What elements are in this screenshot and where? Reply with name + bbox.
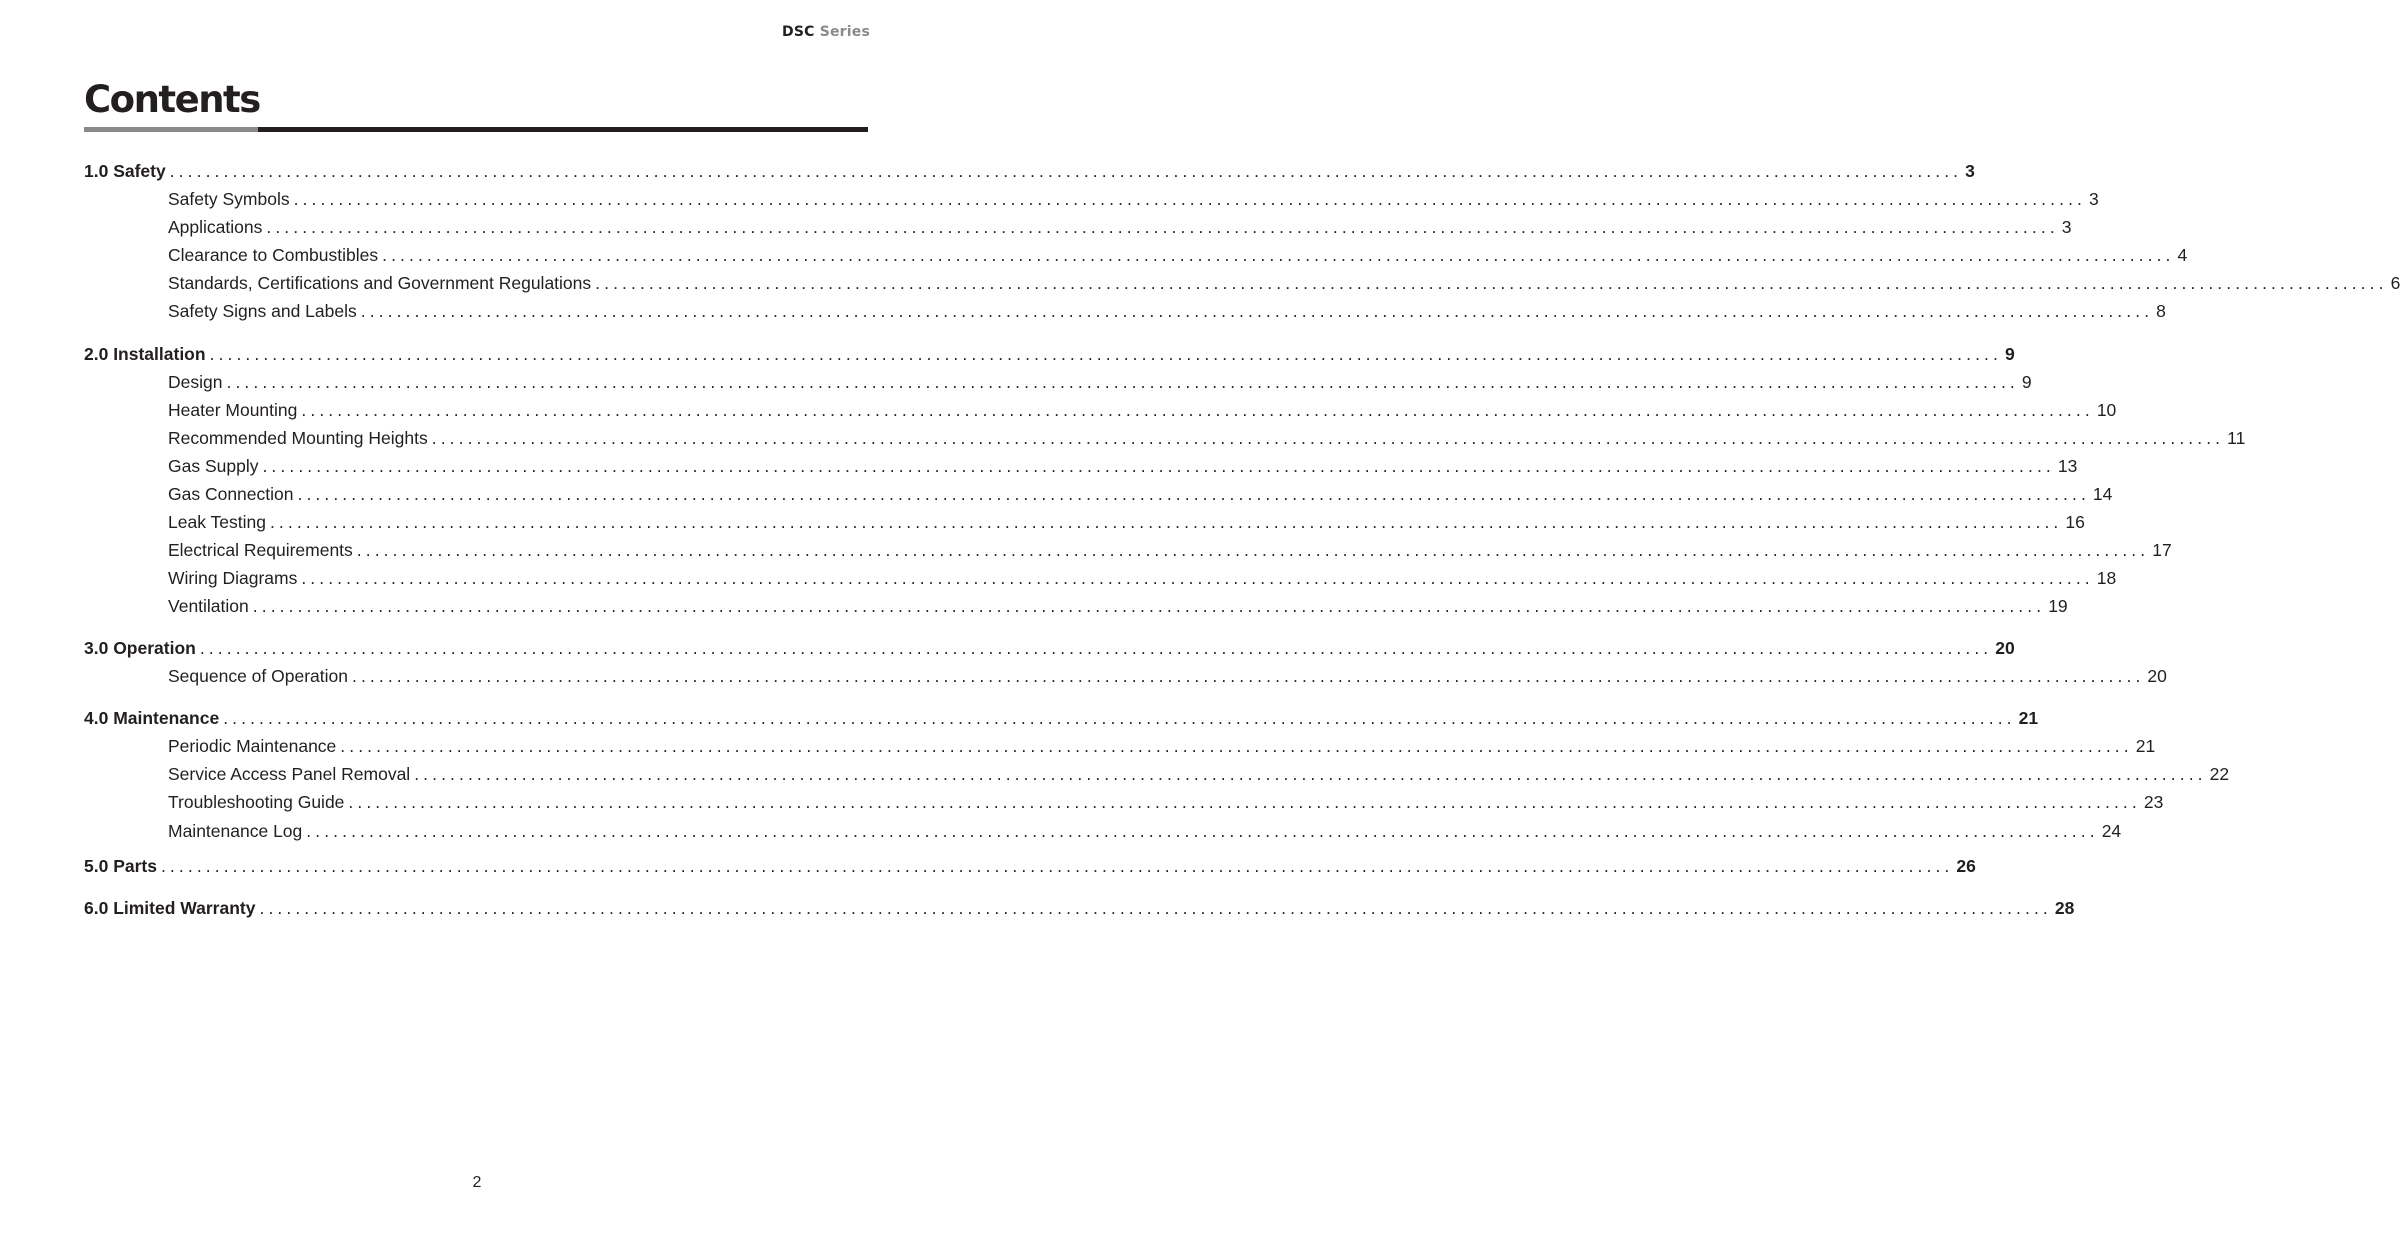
toc-entry-design[interactable]: [168, 372, 2032, 394]
toc-entry-label: Gas Connection: [168, 484, 294, 504]
toc-entry-page: 10: [2096, 400, 2117, 420]
toc-entry-page: 14: [2092, 484, 2113, 504]
series-header: [782, 24, 870, 40]
toc-dot-leader: ........................................................................................................................................................................................................: [340, 736, 2133, 756]
toc-entry-label: Design: [168, 372, 223, 392]
toc-dot-leader: ........................................................................................................................................................................................................: [382, 245, 2175, 265]
toc-entry-standards-certifications[interactable]: [168, 273, 2400, 295]
toc-entry-label: 4.0 Maintenance: [84, 708, 220, 728]
toc-dot-leader: ........................................................................................................................................................................................................: [356, 540, 2150, 560]
toc-entry-page: 6: [2390, 273, 2400, 293]
toc-entry-page: 26: [1956, 856, 1976, 876]
toc-dot-leader: ........................................................................................................................................................................................................: [352, 666, 2145, 686]
toc-dot-leader: ........................................................................................................................................................................................................: [266, 217, 2059, 237]
toc-entry-safety-symbols[interactable]: [168, 189, 2099, 211]
toc-entry-heater-mounting[interactable]: [168, 400, 2117, 422]
toc-entry-page: 11: [2227, 428, 2246, 448]
toc-entry-maintenance[interactable]: [84, 708, 2039, 730]
toc-entry-wiring-diagrams[interactable]: [168, 568, 2117, 590]
toc-dot-leader: ........................................................................................................................................................................................................: [306, 821, 2099, 841]
toc-entry-parts[interactable]: [84, 856, 1976, 878]
toc-entry-page: 23: [2143, 792, 2164, 812]
toc-entry-label: Periodic Maintenance: [168, 736, 337, 756]
series-brand: DSC: [782, 24, 815, 40]
toc-entry-page: 24: [2101, 821, 2122, 841]
toc-entry-label: Wiring Diagrams: [168, 568, 298, 588]
toc-entry-operation[interactable]: [84, 638, 2015, 660]
toc-dot-leader: ........................................................................................................................................................................................................: [262, 456, 2055, 476]
toc-entry-electrical-requirements[interactable]: [168, 540, 2172, 562]
toc-entry-applications[interactable]: [168, 217, 2072, 239]
toc-entry-label: Electrical Requirements: [168, 540, 353, 560]
toc-entry-label: Clearance to Combustibles: [168, 245, 379, 265]
toc-entry-label: 1.0 Safety: [84, 161, 166, 181]
toc-entry-recommended-mounting-heights[interactable]: [168, 428, 2246, 450]
toc-entry-leak-testing[interactable]: [168, 512, 2085, 534]
toc-entry-sequence-of-operation[interactable]: [168, 666, 2167, 688]
toc-dot-leader: ........................................................................................................................................................................................................: [414, 764, 2207, 784]
toc-entry-page: 17: [2152, 540, 2172, 560]
toc-dot-leader: ........................................................................................................................................................................................................: [199, 638, 1993, 658]
toc-dot-leader: ........................................................................................................................................................................................................: [293, 189, 2086, 209]
toc-entry-page: 8: [2156, 301, 2166, 321]
toc-dot-leader: ........................................................................................................................................................................................................: [259, 898, 2052, 918]
toc-entry-page: 18: [2096, 568, 2117, 588]
toc-dot-leader: ........................................................................................................................................................................................................: [169, 161, 1963, 181]
page-number: 2: [472, 1174, 482, 1191]
toc-entry-label: Safety Symbols: [168, 189, 290, 209]
toc-entry-page: 9: [2004, 344, 2015, 364]
toc-entry-page: 19: [2048, 596, 2068, 616]
toc-entry-label: Leak Testing: [168, 512, 266, 532]
toc-dot-leader: ........................................................................................................................................................................................................: [160, 856, 1954, 876]
toc-dot-leader: ........................................................................................................................................................................................................: [297, 484, 2090, 504]
toc-entry-label: Standards, Certifications and Government Regulations: [168, 273, 592, 293]
toc-entry-safety-signs-and-labels[interactable]: [168, 301, 2166, 323]
toc-entry-label: Sequence of Operation: [168, 666, 348, 686]
toc-entry-page: 13: [2057, 456, 2078, 476]
toc-entry-page: 21: [2135, 736, 2156, 756]
toc-entry-label: Maintenance Log: [168, 821, 303, 841]
toc-dot-leader: ........................................................................................................................................................................................................: [360, 301, 2154, 321]
toc-entry-clearance-to-combustibles[interactable]: [168, 245, 2188, 267]
toc-entry-installation[interactable]: [84, 344, 2015, 366]
toc-entry-label: 2.0 Installation: [84, 344, 206, 364]
toc-entry-page: 9: [2021, 372, 2032, 392]
title-rule-black-segment: [258, 127, 868, 132]
toc-entry-page: 20: [1995, 638, 2015, 658]
toc-dot-leader: ........................................................................................................................................................................................................: [348, 792, 2141, 812]
toc-entry-safety[interactable]: [84, 161, 1975, 183]
series-word: Series: [819, 24, 870, 40]
toc-dot-leader: ........................................................................................................................................................................................................: [431, 428, 2225, 448]
toc-dot-leader: ........................................................................................................................................................................................................: [301, 400, 2094, 420]
toc-entry-page: 16: [2065, 512, 2085, 532]
toc-entry-page: 3: [2061, 217, 2072, 237]
toc-dot-leader: ........................................................................................................................................................................................................: [595, 273, 2388, 293]
toc-dot-leader: ........................................................................................................................................................................................................: [301, 568, 2094, 588]
toc-entry-label: 5.0 Parts: [84, 856, 157, 876]
toc-entry-label: Heater Mounting: [168, 400, 298, 420]
toc-entry-limited-warranty[interactable]: [84, 898, 2075, 920]
toc-entry-gas-supply[interactable]: [168, 456, 2078, 478]
toc-entry-page: 28: [2054, 898, 2075, 918]
toc-entry-page: 3: [1965, 161, 1975, 181]
toc-dot-leader: ........................................................................................................................................................................................................: [252, 596, 2046, 616]
title-rule-gray-segment: [84, 127, 258, 132]
toc-entry-label: Ventilation: [168, 596, 249, 616]
toc-dot-leader: ........................................................................................................................................................................................................: [226, 372, 2019, 392]
toc-entry-service-access-panel-removal[interactable]: [168, 764, 2230, 786]
toc-entry-page: 21: [2018, 708, 2039, 728]
toc-dot-leader: ........................................................................................................................................................................................................: [269, 512, 2063, 532]
title-rule: [84, 127, 868, 132]
toc-entry-label: Service Access Panel Removal: [168, 764, 411, 784]
toc-dot-leader: ........................................................................................................................................................................................................: [209, 344, 2002, 364]
toc-entry-page: 20: [2147, 666, 2167, 686]
toc-entry-troubleshooting-guide[interactable]: [168, 792, 2164, 814]
toc-entry-label: Gas Supply: [168, 456, 259, 476]
toc-entry-label: Safety Signs and Labels: [168, 301, 357, 321]
toc-entry-label: Recommended Mounting Heights: [168, 428, 428, 448]
toc-entry-page: 22: [2209, 764, 2230, 784]
toc-entry-maintenance-log[interactable]: [168, 821, 2122, 843]
toc-entry-page: 4: [2177, 245, 2188, 265]
toc-entry-ventilation[interactable]: [168, 596, 2068, 618]
toc-entry-label: Applications: [168, 217, 263, 237]
toc-entry-periodic-maintenance[interactable]: [168, 736, 2156, 758]
toc-dot-leader: ........................................................................................................................................................................................................: [223, 708, 2016, 728]
toc-entry-gas-connection[interactable]: [168, 484, 2113, 506]
toc-entry-label: 6.0 Limited Warranty: [84, 898, 256, 918]
toc-entry-label: 3.0 Operation: [84, 638, 196, 658]
page-title: Contents: [84, 78, 260, 121]
toc-entry-label: Troubleshooting Guide: [168, 792, 345, 812]
toc-entry-page: 3: [2089, 189, 2099, 209]
